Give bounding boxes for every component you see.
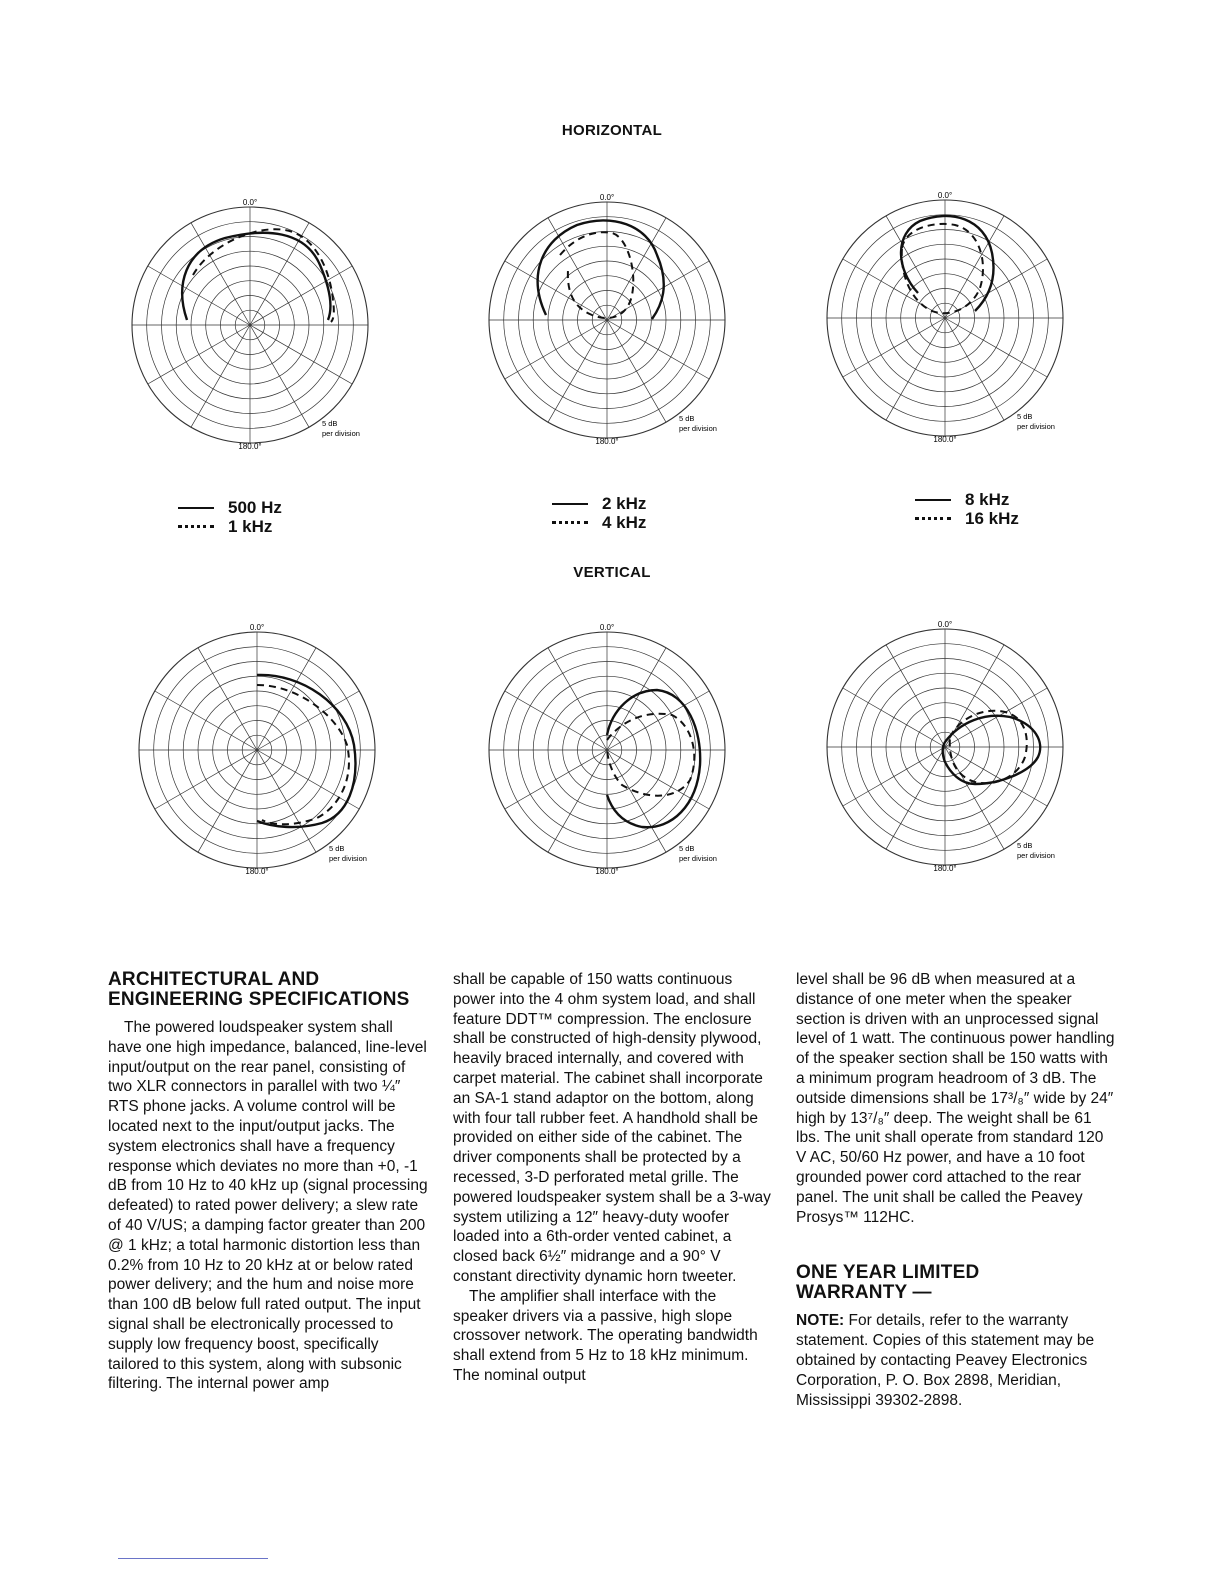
angle-label-bottom: 180.0° bbox=[933, 864, 957, 873]
polar-svg bbox=[472, 615, 742, 895]
grid-spoke bbox=[945, 318, 1047, 377]
grid-spoke bbox=[505, 691, 607, 750]
polar-svg bbox=[810, 183, 1080, 463]
warranty-heading bbox=[796, 1263, 1116, 1303]
spec-column-2 bbox=[453, 970, 771, 1386]
legend-solid-line bbox=[552, 503, 588, 505]
grid-spoke bbox=[607, 750, 666, 852]
scale-label-unit: per division bbox=[679, 424, 717, 433]
legend-dotted-line bbox=[915, 517, 951, 520]
spec-heading bbox=[108, 970, 430, 1010]
grid-spoke bbox=[198, 750, 257, 852]
note-text: For details, refer to the warranty statement. Copies of this statement may be obtained by contacting Peavey Electronics Corporation, P. O. Box 2898, Meridian, Mississippi 39302-2898. bbox=[796, 1312, 1095, 1409]
angle-label-bottom: 180.0° bbox=[933, 435, 957, 444]
grid-spoke bbox=[607, 320, 709, 379]
grid-spoke bbox=[250, 223, 309, 325]
warranty-heading-line2: WARRANTY — bbox=[796, 1282, 932, 1304]
grid-spoke bbox=[886, 645, 945, 747]
scale-label-unit: per division bbox=[322, 429, 360, 438]
spec-column-1 bbox=[108, 970, 430, 1394]
grid-spoke bbox=[198, 648, 257, 750]
grid-spoke bbox=[191, 325, 250, 427]
grid-spoke bbox=[250, 325, 309, 427]
vertical-heading: VERTICAL bbox=[573, 564, 651, 581]
grid-spoke bbox=[886, 216, 945, 318]
response-curve-solid bbox=[538, 220, 664, 319]
scale-label: 5 dB bbox=[322, 419, 338, 428]
spec-column-3 bbox=[796, 970, 1116, 1410]
grid-spoke bbox=[548, 648, 607, 750]
polar-plot-h-500hz-1khz bbox=[115, 190, 385, 470]
polar-plot-v-2khz-4khz bbox=[472, 615, 742, 895]
scale-label-unit: per division bbox=[1017, 422, 1055, 431]
grid-spoke bbox=[191, 223, 250, 325]
legend-solid-label: 500 Hz bbox=[228, 498, 282, 517]
legend-dotted-label: 1 kHz bbox=[228, 517, 273, 536]
angle-label-top: 0.0° bbox=[249, 623, 265, 632]
polar-svg bbox=[122, 615, 392, 895]
grid-spoke bbox=[250, 266, 352, 325]
spec-heading-line1: ARCHITECTURAL AND bbox=[108, 969, 320, 990]
legend-dotted-line bbox=[552, 521, 588, 524]
polar-plot-h-8khz-16khz bbox=[810, 183, 1080, 463]
angle-label-top: 0.0° bbox=[599, 623, 615, 632]
legend-solid-label: 8 kHz bbox=[965, 490, 1010, 509]
grid-spoke bbox=[886, 747, 945, 849]
grid-spoke bbox=[250, 325, 352, 384]
legend-2khz-4khz bbox=[552, 494, 646, 532]
spec-heading-line2: ENGINEERING SPECIFICATIONS bbox=[108, 989, 410, 1010]
scale-label-unit: per division bbox=[679, 854, 717, 863]
grid-spoke bbox=[155, 750, 257, 809]
legend-solid-line bbox=[178, 507, 214, 509]
warranty-note bbox=[796, 1311, 1116, 1410]
legend-dotted-label: 16 kHz bbox=[965, 509, 1019, 528]
scale-label: 5 dB bbox=[329, 844, 345, 853]
legend-500hz-1khz bbox=[178, 498, 282, 536]
grid-spoke bbox=[257, 750, 316, 852]
response-curve-dotted bbox=[560, 232, 633, 318]
spec-paragraph: shall be capable of 150 watts continuous power into the 4 ohm system load, and shall feature DDT™ compression. The enclosure shall be constructed of high-density plywood, heavily braced internally, and covered with carpet material. The cabinet shall incorporate an SA-1 stand adaptor on the bottom, along with four tall rubber feet. A handhold shall be provided on either side of the cabinet. The driver components shall be protected by a recessed, 3-D perforated metal grille. The powered loudspeaker system shall be a 3-way system utilizing a 12″ heavy-duty woofer loaded into a 6th-order vented cabinet, a closed back 6½″ midrange and a 90° V constant directivity dynamic horn tweeter. bbox=[453, 971, 771, 1285]
grid-spoke bbox=[945, 747, 1047, 806]
grid-spoke bbox=[505, 320, 607, 379]
grid-spoke bbox=[843, 688, 945, 747]
response-curve-dotted bbox=[607, 714, 694, 796]
scale-label: 5 dB bbox=[679, 844, 695, 853]
legend-8khz-16khz bbox=[915, 490, 1019, 528]
polar-plot-v-500hz-1khz bbox=[122, 615, 392, 895]
legend-solid-label: 2 kHz bbox=[602, 494, 647, 513]
grid-spoke bbox=[843, 259, 945, 318]
angle-label-bottom: 180.0° bbox=[595, 437, 619, 446]
grid-spoke bbox=[155, 691, 257, 750]
spec-paragraph: The amplifier shall interface with the speaker drivers via a passive, high slope crossover network. The operating bandwidth shall extend from 5 Hz to 18 kHz minimum. The nominal output bbox=[453, 1287, 758, 1384]
grid-spoke bbox=[945, 216, 1004, 318]
legend-solid-line bbox=[915, 499, 951, 501]
grid-spoke bbox=[607, 218, 666, 320]
grid-spoke bbox=[945, 688, 1047, 747]
grid-spoke bbox=[607, 320, 666, 422]
legend-dotted-line bbox=[178, 525, 214, 528]
spec-paragraph: level shall be 96 dB when measured at a distance of one meter when the speaker section is driven with an unprocessed signal level of 1 watt. The continuous power handling of the speaker section shall be 150 watts with a minimum program headroom of 3 dB. The outside dimensions shall be 17³/₈″ wide by 24″ high by 13⁷/₈″ deep. The weight shall be 61 lbs. The unit shall operate from standard 120 V AC, 50/60 Hz power, and have a 10 foot grounded power cord attached to the rear panel. The unit shall be called the Peavey Prosys™ 112HC. bbox=[796, 971, 1115, 1226]
scale-label: 5 dB bbox=[679, 414, 695, 423]
scale-label-unit: per division bbox=[1017, 851, 1055, 860]
scale-label: 5 dB bbox=[1017, 841, 1033, 850]
polar-plot-v-8khz-16khz bbox=[810, 612, 1080, 892]
angle-label-bottom: 180.0° bbox=[245, 867, 269, 876]
grid-spoke bbox=[843, 318, 945, 377]
angle-label-top: 0.0° bbox=[937, 620, 953, 629]
grid-spoke bbox=[505, 750, 607, 809]
polar-svg bbox=[472, 185, 742, 465]
polar-svg bbox=[810, 612, 1080, 892]
polar-svg bbox=[115, 190, 385, 470]
angle-label-top: 0.0° bbox=[242, 198, 258, 207]
grid-spoke bbox=[505, 261, 607, 320]
grid-spoke bbox=[148, 266, 250, 325]
grid-spoke bbox=[607, 648, 666, 750]
footer-rule bbox=[118, 1558, 268, 1559]
angle-label-bottom: 180.0° bbox=[595, 867, 619, 876]
angle-label-top: 0.0° bbox=[937, 191, 953, 200]
grid-spoke bbox=[886, 318, 945, 420]
warranty-heading-line1: ONE YEAR LIMITED bbox=[796, 1262, 980, 1284]
spec-paragraph: The powered loudspeaker system shall have one high impedance, balanced, line-level input/output on the rear panel, consisting of two XLR connectors in parallel with two ¼″ RTS phone jacks. A volume control will be located next to the input/output jacks. The system electronics shall have a frequency response which deviates no more than +0, -1 dB from 10 Hz to 40 kHz up (signal processing defeated) to rated power delivery; a slew rate of 40 V/US; a damping factor greater than 200 @ 1 kHz; a total harmonic distortion less than 0.2% from 10 Hz to 20 kHz at or below rated power delivery; and the hum and noise more than 100 dB below full rated output. The input signal shall be electronically processed to supply low frequency boost, specifically tailored to this system, along with subsonic filtering. The internal power amp bbox=[108, 1019, 428, 1393]
grid-spoke bbox=[548, 320, 607, 422]
scale-label-unit: per division bbox=[329, 854, 367, 863]
note-label: NOTE: bbox=[796, 1312, 845, 1330]
angle-label-bottom: 180.0° bbox=[238, 442, 262, 451]
grid-spoke bbox=[843, 747, 945, 806]
grid-spoke bbox=[257, 750, 359, 809]
grid-spoke bbox=[945, 747, 1004, 849]
horizontal-heading: HORIZONTAL bbox=[561, 122, 663, 139]
grid-spoke bbox=[148, 325, 250, 384]
grid-spoke bbox=[548, 750, 607, 852]
grid-spoke bbox=[945, 318, 1004, 420]
polar-plot-h-2khz-4khz bbox=[472, 185, 742, 465]
scale-label: 5 dB bbox=[1017, 412, 1033, 421]
legend-dotted-label: 4 kHz bbox=[602, 513, 647, 532]
angle-label-top: 0.0° bbox=[599, 193, 615, 202]
